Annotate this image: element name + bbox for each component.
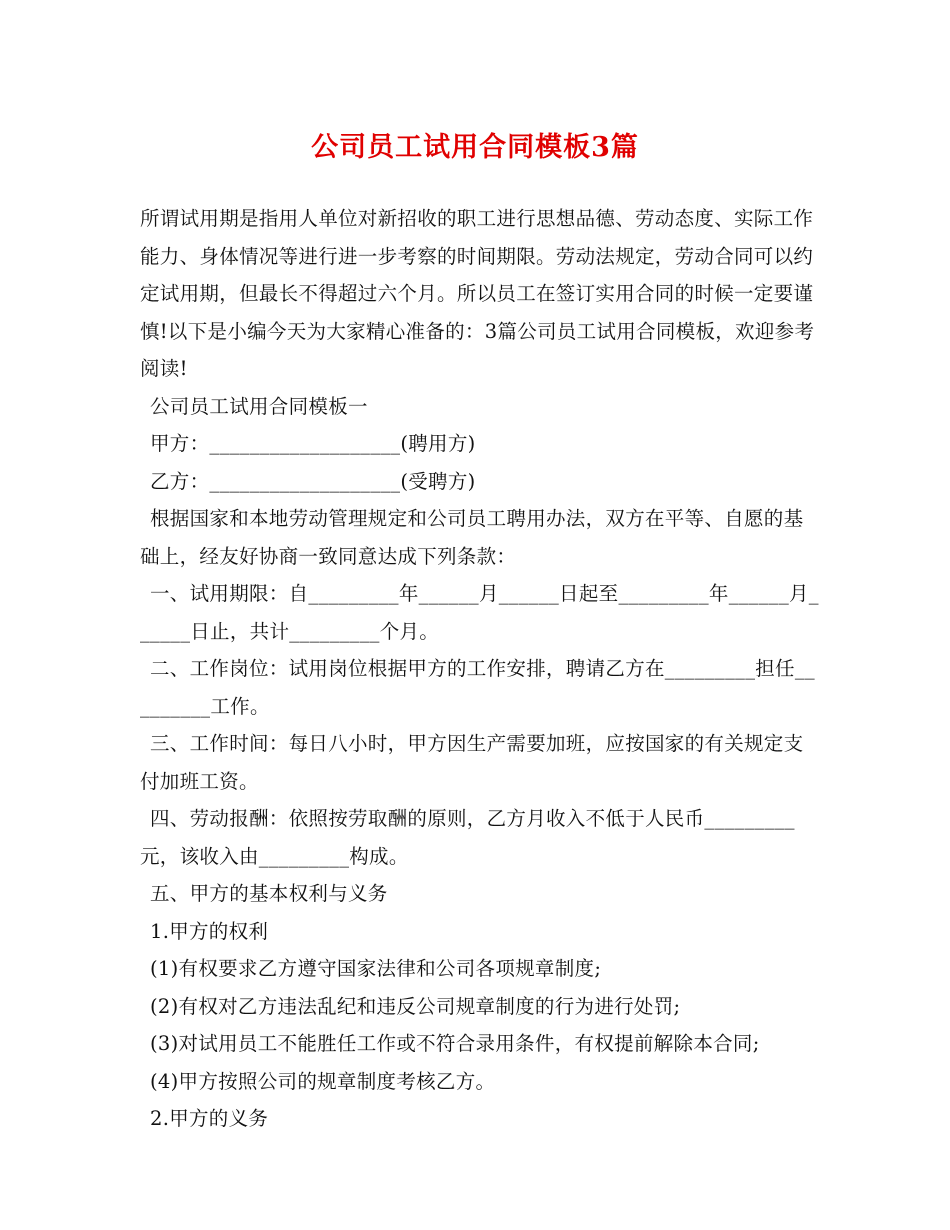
preamble-paragraph: 根据国家和本地劳动管理规定和公司员工聘用办法，双方在平等、自愿的基础上，经友好协商一致同意达成下列条款： <box>140 507 804 568</box>
rights-item: (1)有权要求乙方遵守国家法律和公司各项规章制度; <box>150 957 602 980</box>
document-title: 公司员工试用合同模板3篇 <box>311 132 639 163</box>
party-a-rights-heading: 1.甲方的权利 <box>150 919 269 943</box>
clause-position: 二、工作岗位：试用岗位根据甲方的工作安排，聘请乙方在_________担任_________工作。 <box>140 657 815 718</box>
party-a-line: 甲方：___________________(聘用方) <box>150 432 476 455</box>
clause-remuneration: 四、劳动报酬：依照按劳取酬的原则，乙方月收入不低于人民币_________元，该收入由_________构成。 <box>140 807 795 868</box>
rights-item: (2)有权对乙方违法乱纪和违反公司规章制度的行为进行处罚; <box>150 994 681 1018</box>
clause-probation-period: 一、试用期限：自_________年______月______日起至_________年______月______日止，共计_________个月。 <box>140 582 819 643</box>
rights-item: (3)对试用员工不能胜任工作或不符合录用条件，有权提前解除本合同; <box>150 1032 760 1055</box>
clause-working-hours: 三、工作时间：每日八小时，甲方因生产需要加班，应按国家的有关规定支付加班工资。 <box>140 732 804 793</box>
document-body <box>140 200 820 1138</box>
intro-paragraph: 所谓试用期是指用人单位对新招收的职工进行思想品德、劳动态度、实际工作能力、身体情况等进行进一步考察的时间期限。劳动法规定，劳动合同可以约定试用期，但最长不得超过六个月。所以员工在签订实用合同的时候一定要谨慎!以下是小编今天为大家精心准备的：3篇公司员工试用合同模板，欢迎参考阅读! <box>140 207 815 380</box>
clause-rights-obligations: 五、甲方的基本权利与义务 <box>150 882 388 905</box>
party-a-obligations-heading: 2.甲方的义务 <box>150 1107 269 1130</box>
section-title: 公司员工试用合同模板一 <box>150 394 368 418</box>
rights-item: (4)甲方按照公司的规章制度考核乙方。 <box>150 1069 496 1093</box>
party-b-line: 乙方：___________________(受聘方) <box>150 469 476 493</box>
